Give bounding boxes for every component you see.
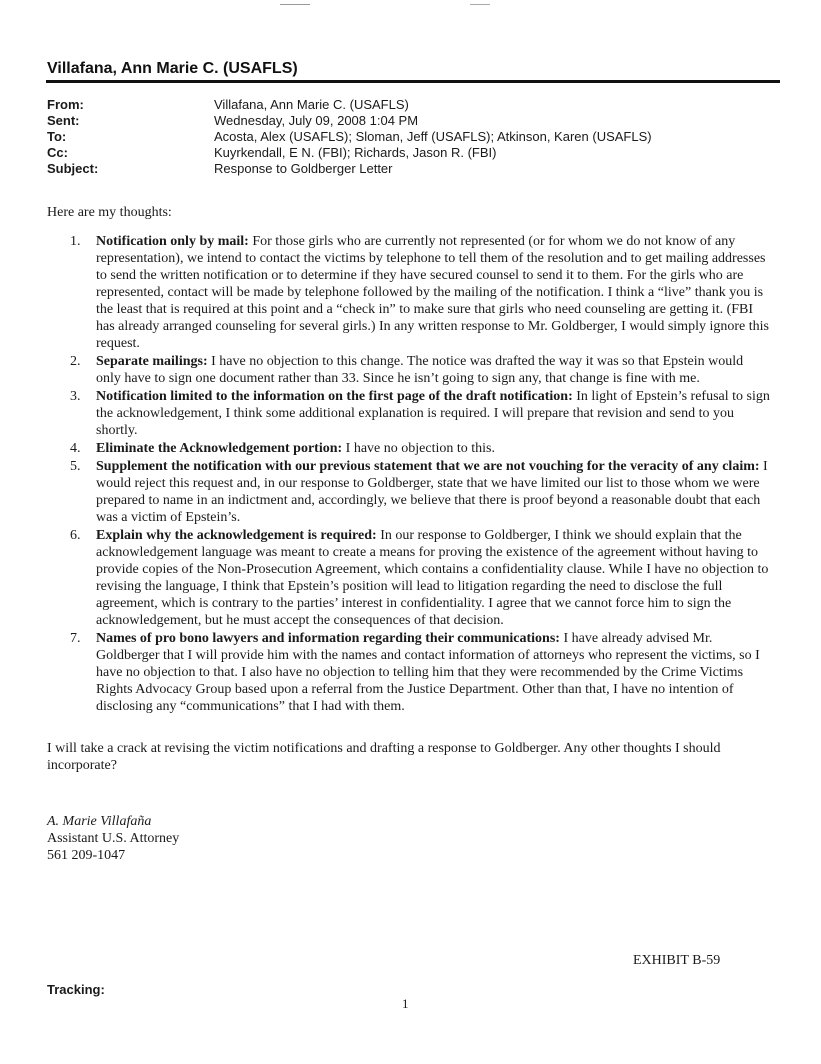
scan-mark [470, 4, 490, 5]
item-text: I would reject this request and, in our response to Goldberger, state that we have limited our list to those whom we were prepared to name in an indictment and, accordingly, we believe that there is proof beyond a reasonable doubt that each was a victim of Epstein’s. [96, 459, 768, 525]
from-value: Villafana, Ann Marie C. (USAFLS) [214, 97, 409, 112]
signature-block [47, 813, 179, 864]
signature-role: Assistant U.S. Attorney [47, 831, 180, 846]
page-number: 1 [402, 996, 409, 1011]
item-text: I have no objection to this. [345, 441, 495, 456]
item-heading: Supplement the notification with our previous statement that we are not vouching for the veracity of any claim [96, 459, 755, 474]
item-heading: Names of pro bono lawyers and information regarding their communications [96, 631, 556, 646]
item-heading: Explain why the acknowledgement is required [96, 528, 373, 543]
sent-label: Sent: [47, 113, 80, 128]
item-number: 6. [70, 528, 81, 543]
list-item: 4. Eliminate the Acknowledgement portion: I have no objection to this. [70, 441, 495, 456]
list-item: 6. Explain why the acknowledgement is required: In our response to Goldberger, I think we should explain that the acknowledgement language was meant to create a means for proving the existence of the agreement without having to provide copies of the Non-Prosecution Agreement, which contains a confidentiality clause. While I have no objection to revising the language, I think that Epstein’s position will lead to litigation regarding the need to disclose the full agreement, which is contrary to the parties’ interest in confidentiality. I agree that we cannot force him to sign the acknowledgement, but he must accept the consequences of that decision. [70, 528, 769, 628]
item-number: 7. [70, 631, 81, 646]
item-text: I have already advised Mr. Goldberger that I will provide him with the names and contact information of attorneys who represent the victims, so I have no objection to that. I also have no objection to telling him that they were recommended by the Crime Victims Rights Advocacy Group based upon a referral from the Justice Department. Other than that, I have no intention of disclosing any “communications” that I had with them. [96, 631, 760, 714]
item-heading: Separate mailings [96, 354, 203, 369]
to-value: Acosta, Alex (USAFLS); Sloman, Jeff (USAFLS); Atkinson, Karen (USAFLS) [214, 129, 652, 144]
list-item: 7. Names of pro bono lawyers and information regarding their communications: I have already advised Mr. Goldberger that I will provide him with the names and contact information of attorneys who represent the victims, so I have no objection to that. I also have no objection to telling him that they were recommended by the Crime Victims Rights Advocacy Group based upon a referral from the Justice Department. Other than that, I have no intention of disclosing any “communications” that I had with them. [70, 631, 760, 714]
exhibit-label: EXHIBIT B-59 [633, 953, 721, 968]
list-item: 1. Notification only by mail: For those girls who are currently not represented (or for whom we do not know of any representation), we intend to contact the victims by telephone to tell them of the resolution and to get mailing addresses to send the written notification or to determine if they have secured counsel to send it to them. For the girls who are represented, contact will be made by telephone followed by the mailing of the notification. I think a “live” thank you is the least that is required at this point and a “check in” to make sure that girls who need counseling are getting it. (FBI has already arranged counseling for several girls.) In any written response to Mr. Goldberger, I would simply ignore this request. [70, 234, 769, 351]
item-heading: Notification limited to the information on the first page of the draft notification [96, 389, 569, 404]
item-number: 1. [70, 234, 81, 249]
item-text: In light of Epstein’s refusal to sign the acknowledgement, I think some additional explanation is required. I will prepare that revision and send to you shortly. [96, 389, 770, 438]
list-item: 3. Notification limited to the information on the first page of the draft notification: In light of Epstein’s refusal to sign the acknowledgement, I think some additional explanation is required. I will prepare that revision and send to you shortly. [70, 389, 770, 438]
item-text: I have no objection to this change. The notice was drafted the way it was so that Epstein would only have to sign one document rather than 33. Since he isn’t going to sign any, that change is fine with me. [96, 354, 744, 386]
item-text: For those girls who are currently not represented (or for whom we do not know of any representation), we intend to contact the victims by telephone to tell them of the resolution and to get mailing addresses to send the written notification or to determine if they have secured counsel to send it to them. For the girls who are represented, contact will be made by telephone followed by the mailing of the notification. I think a “live” thank you is the least that is required at this point and a “check in” to make sure that girls who need counseling are getting it. (FBI has already arranged counseling for several girls.) In any written response to Mr. Goldberger, I would simply ignore this request. [96, 234, 769, 351]
closing-paragraph: I will take a crack at revising the victim notifications and drafting a response to Goldberger. Any other thoughts I should incorporate? [47, 741, 721, 773]
subject-value: Response to Goldberger Letter [214, 161, 393, 176]
item-number: 4. [70, 441, 81, 456]
signature-name: A. Marie Villafaña [47, 814, 152, 829]
item-number: 5. [70, 459, 81, 474]
list-item: 2. Separate mailings: I have no objection to this change. The notice was drafted the way it was so that Epstein would only have to sign one document rather than 33. Since he isn’t going to sign any, that change is fine with me. [70, 354, 744, 386]
scan-mark [280, 4, 310, 5]
sent-value: Wednesday, July 09, 2008 1:04 PM [214, 113, 419, 128]
item-number: 3. [70, 389, 81, 404]
document-title: Villafana, Ann Marie C. (USAFLS) [47, 60, 298, 77]
title-divider [46, 80, 780, 83]
item-heading: Eliminate the Acknowledgement portion [96, 441, 338, 456]
to-label: To: [47, 129, 67, 144]
signature-phone: 561 209-1047 [47, 848, 126, 863]
tracking-label: Tracking: [47, 982, 105, 997]
subject-label: Subject: [47, 161, 99, 176]
thoughts-list [70, 233, 770, 716]
item-text: In our response to Goldberger, I think we should explain that the acknowledgement language was meant to create a means for proving the existence of the agreement without having to provide copies of the Non-Prosecution Agreement, which contains a confidentiality clause. While I have no objection to revising the language, I think that Epstein’s position will lead to litigation regarding the need to disclose the full agreement, which is contrary to the parties’ interest in confidentiality. I agree that we cannot force him to sign the acknowledgement, but he must accept the consequences of that decision. [96, 528, 769, 628]
list-item: 5. Supplement the notification with our previous statement that we are not vouching for the veracity of any claim: I would reject this request and, in our response to Goldberger, state that we have limited our list to those whom we were prepared to name in an indictment and, accordingly, we believe that there is proof beyond a reasonable doubt that each was a victim of Epstein’s. [70, 459, 768, 525]
item-heading: Notification only by mail [96, 234, 245, 249]
cc-label: Cc: [47, 145, 68, 160]
item-number: 2. [70, 354, 81, 369]
greeting: Here are my thoughts: [47, 205, 172, 220]
cc-value: Kuyrkendall, E N. (FBI); Richards, Jason R. (FBI) [214, 145, 497, 160]
from-label: From: [47, 97, 84, 112]
